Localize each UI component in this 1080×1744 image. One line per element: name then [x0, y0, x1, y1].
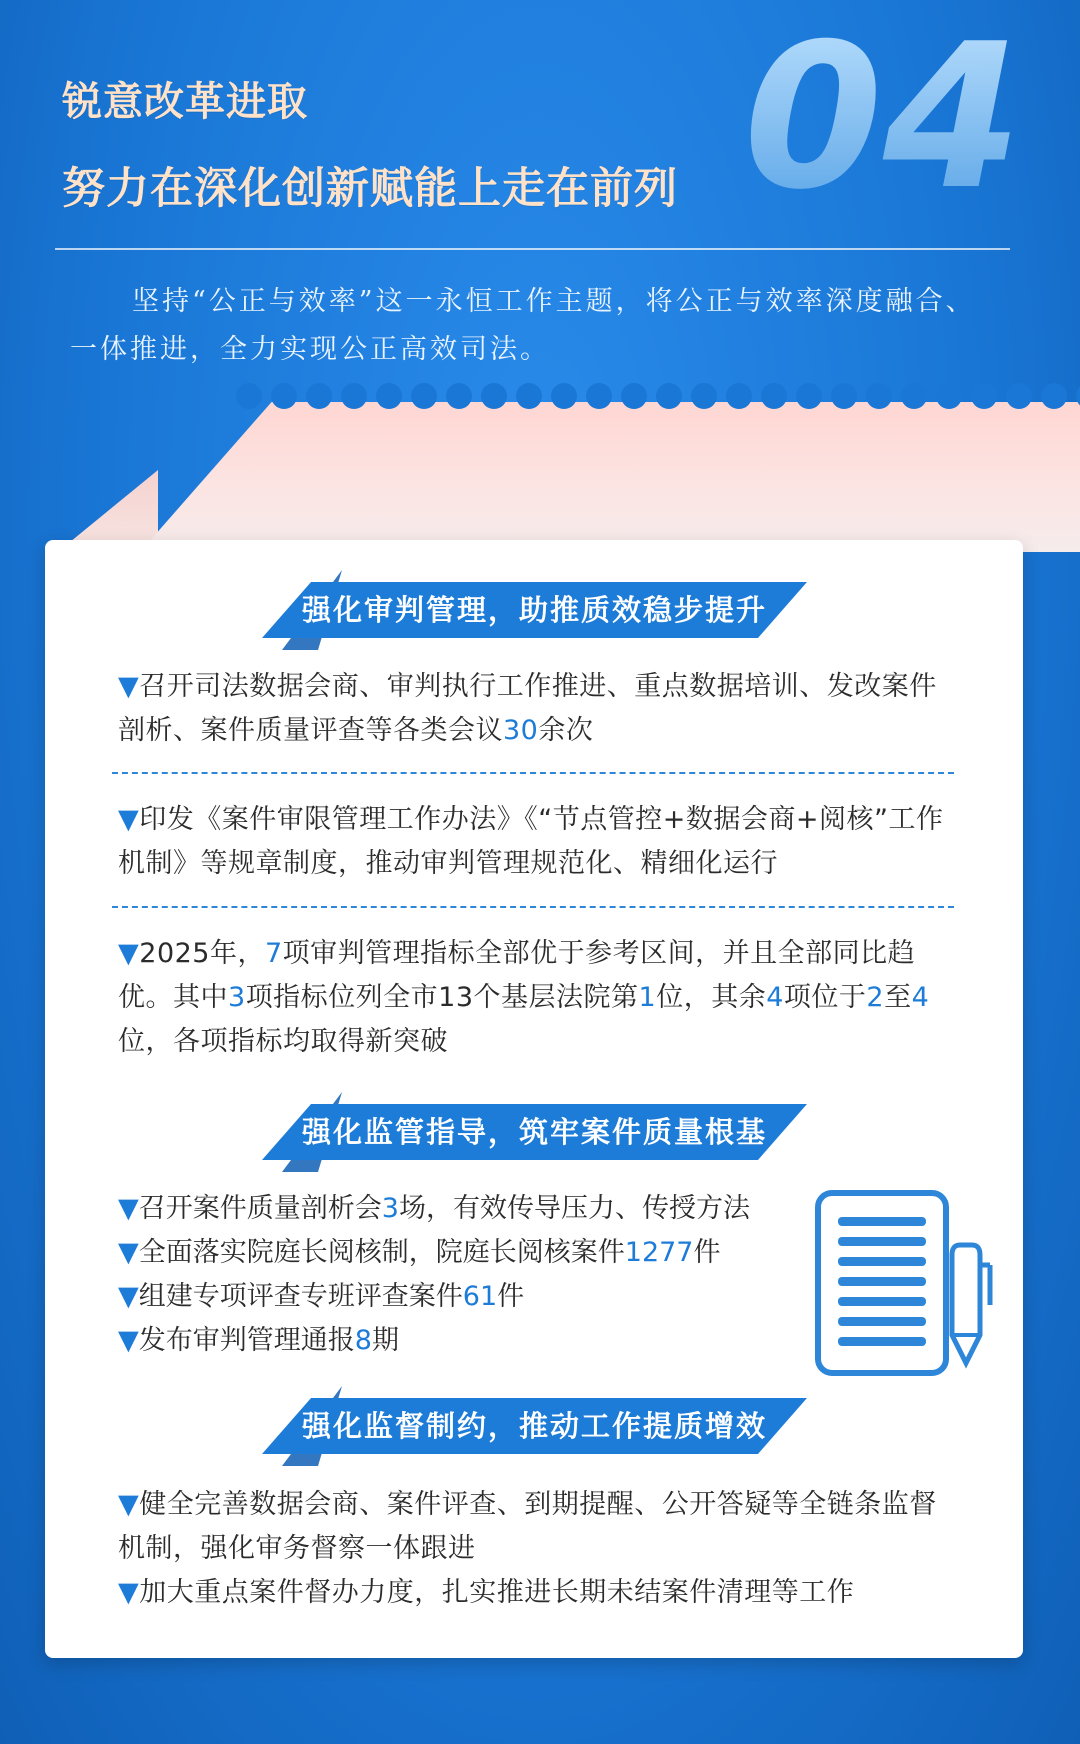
- item-text: 余次: [538, 715, 594, 746]
- scallop-notch: [306, 383, 332, 409]
- highlight-number: 1: [638, 982, 657, 1013]
- scallop-notch: [866, 383, 892, 409]
- section-banner-3: [262, 1386, 807, 1466]
- scallop-notch: [691, 383, 717, 409]
- highlight-number: 3: [228, 982, 246, 1013]
- list-item: [118, 1187, 758, 1231]
- item-text: 项指标位列全市13个基层法院第: [245, 982, 639, 1013]
- list-item: [118, 1571, 958, 1615]
- scallop-notch: [236, 383, 262, 409]
- scallop-notch: [1006, 383, 1032, 409]
- bullet-triangle-icon: ▼: [118, 804, 140, 835]
- item-text: 发布审判管理通报: [138, 1325, 355, 1356]
- ticket-top-decoration: [140, 402, 1080, 552]
- item-text: 组建专项评查专班评查案件: [138, 1281, 463, 1312]
- list-item: [118, 798, 958, 886]
- scallop-notch: [936, 383, 962, 409]
- scallop-notch: [411, 383, 437, 409]
- highlight-number: 1277: [624, 1237, 694, 1268]
- item-text: 召开案件质量剖析会: [138, 1193, 382, 1224]
- item-text: 位，各项指标均取得新突破: [118, 1026, 448, 1057]
- scallop-notch: [446, 383, 472, 409]
- scallop-notch: [341, 383, 367, 409]
- item-text: 召开司法数据会商、审判执行工作推进、重点数据培训、发改案件剖析、案件质量评查等各类会议: [118, 671, 937, 746]
- highlight-number: 7: [264, 938, 283, 969]
- section-banner-1: [262, 570, 807, 650]
- highlight-number: 2: [866, 982, 885, 1013]
- item-text: 健全完善数据会商、案件评查、到期提醒、公开答疑等全链条监督机制，强化审务督察一体跟进: [118, 1489, 937, 1564]
- section-number: 04: [743, 1, 1022, 234]
- scallop-notch: [271, 383, 297, 409]
- list-item: [118, 932, 958, 1064]
- scallop-notch: [516, 383, 542, 409]
- scallop-notch: [621, 383, 647, 409]
- page-title-line2: 努力在深化创新赋能上走在前列: [62, 164, 678, 214]
- highlight-number: 8: [354, 1325, 372, 1356]
- scallop-notch: [761, 383, 787, 409]
- scallop-notch: [656, 383, 682, 409]
- highlight-number: 4: [911, 982, 930, 1013]
- scallop-edge: [140, 396, 1080, 416]
- section-title: 强化监督制约，推动工作提质增效: [301, 1409, 767, 1443]
- item-text: 印发《案件审限管理工作办法》《“节点管控+数据会商+阅核”工作机制》等规章制度，推动审判管理规范化、精细化运行: [118, 804, 944, 879]
- scallop-notch: [726, 383, 752, 409]
- item-text: 位，其余: [656, 982, 767, 1013]
- highlight-number: 3: [381, 1193, 399, 1224]
- scallop-notch: [796, 383, 822, 409]
- highlight-number: 61: [462, 1281, 498, 1312]
- item-text: 件: [497, 1281, 525, 1312]
- scallop-notch: [551, 383, 577, 409]
- intro-text: 坚持“公正与效率”这一永恒工作主题，将公正与效率深度融合、一体推进，全力实现公正高效司法。: [70, 286, 976, 365]
- highlight-number: 4: [766, 982, 784, 1013]
- bullet-triangle-icon: ▼: [118, 1193, 139, 1224]
- list-item: [118, 1275, 758, 1319]
- scallop-notch: [481, 383, 507, 409]
- page-title-line1: 锐意改革进取: [62, 78, 308, 125]
- scallop-notch: [376, 383, 402, 409]
- item-text: 2025年，: [139, 938, 265, 969]
- bullet-triangle-icon: ▼: [118, 1489, 140, 1520]
- item-text: 项位于: [783, 982, 867, 1013]
- bullet-triangle-icon: ▼: [118, 938, 140, 969]
- highlight-number: 30: [503, 715, 539, 746]
- item-text: 加大重点案件督办力度，扎实推进长期未结案件清理等工作: [139, 1577, 855, 1608]
- item-text: 项审判管理指标全部优于参考区间，并且全部同比趋优。其中: [118, 938, 916, 1013]
- document-pen-icon: [810, 1185, 1000, 1385]
- bullet-triangle-icon: ▼: [118, 1325, 139, 1356]
- bullet-triangle-icon: ▼: [118, 1281, 139, 1312]
- section-title: 强化监管指导，筑牢案件质量根基: [301, 1115, 767, 1149]
- scallop-notch: [586, 383, 612, 409]
- list-item: [118, 1483, 958, 1571]
- divider-line: [55, 248, 1010, 250]
- scallop-notch: [971, 383, 997, 409]
- list-item: [118, 665, 958, 753]
- scallop-notch: [901, 383, 927, 409]
- item-text: 场，有效传导压力、传授方法: [398, 1193, 750, 1224]
- item-text: 件: [693, 1237, 721, 1268]
- bullet-triangle-icon: ▼: [118, 1577, 140, 1608]
- header: [0, 0, 1080, 400]
- item-text: 至: [884, 982, 912, 1013]
- item-text: 全面落实院庭长阅核制，院庭长阅核案件: [138, 1237, 625, 1268]
- scallop-notch: [831, 383, 857, 409]
- bullet-triangle-icon: ▼: [118, 1237, 139, 1268]
- list-item: [118, 1231, 758, 1275]
- dashed-divider: [112, 772, 954, 774]
- dashed-divider: [112, 906, 954, 908]
- list-item: [118, 1319, 758, 1363]
- section-title: 强化审判管理，助推质效稳步提升: [301, 593, 767, 627]
- bullet-triangle-icon: ▼: [118, 671, 140, 702]
- section-banner-2: [262, 1092, 807, 1172]
- section-2-list: [118, 1187, 758, 1363]
- scallop-notch: [1041, 383, 1067, 409]
- item-text: 期: [371, 1325, 399, 1356]
